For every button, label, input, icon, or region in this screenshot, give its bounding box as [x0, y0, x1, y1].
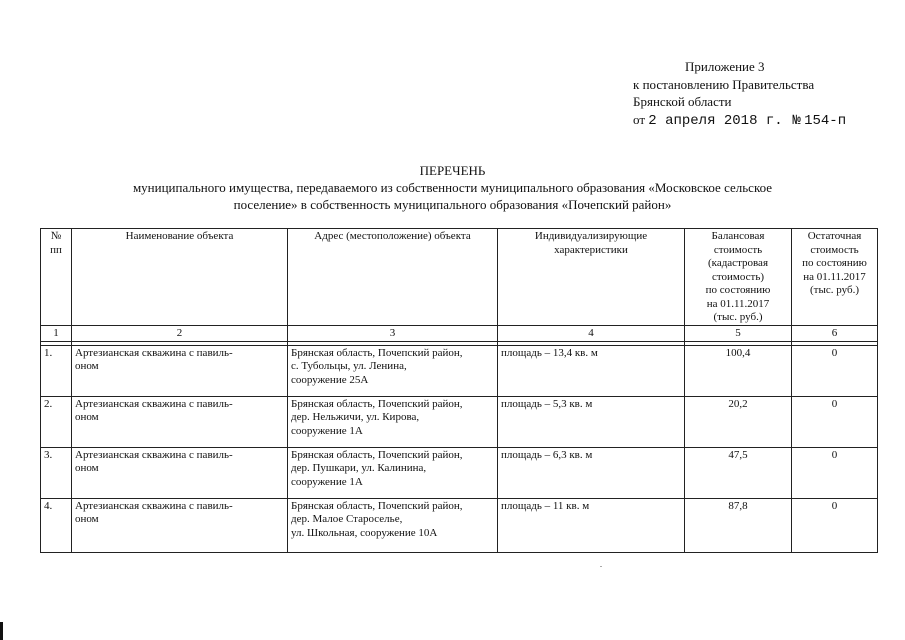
object-name: [72, 498, 288, 552]
header-row: [41, 229, 878, 326]
object-name-line: оном: [75, 513, 99, 525]
property-table: [40, 228, 878, 553]
title-line-1: муниципального имущества, передаваемого из собственности муниципального образования «Московское сельское: [132, 180, 773, 195]
balance-value: 47,5: [685, 447, 792, 498]
balance-value: 100,4: [685, 345, 792, 396]
header-residual-line: стоимость: [810, 243, 859, 256]
header-residual-line: на 01.11.2017: [803, 270, 866, 283]
scan-edge-mark: [0, 622, 3, 640]
object-name-line: Артезианская скважина с павиль-: [75, 397, 233, 410]
address-line: сооружение 1А: [291, 475, 363, 488]
index-cell: 5: [685, 325, 792, 341]
index-cell: 2: [72, 325, 288, 341]
number-value: 154-п: [804, 112, 847, 129]
header-balance-line: Балансовая: [711, 230, 765, 242]
table-row: [41, 345, 878, 396]
header-address: Адрес (местоположение) объекта: [288, 229, 498, 326]
header-residual-line: (тыс. руб.): [810, 284, 859, 296]
residual-value: 0: [792, 396, 878, 447]
header-balance-line: по состоянию: [705, 284, 771, 296]
appendix-block: [633, 58, 846, 130]
balance-value: 87,8: [685, 498, 792, 552]
address-line: Брянская область, Почепский район,: [291, 448, 463, 461]
header-num-line-1: №: [50, 230, 62, 242]
address-line: сооружение 25А: [291, 373, 369, 386]
row-number: 1.: [41, 345, 72, 396]
header-name: Наименование объекта: [72, 229, 288, 326]
row-number: 2.: [41, 396, 72, 447]
residual-value: 0: [792, 498, 878, 552]
object-name-line: оном: [75, 411, 99, 423]
address-line: дер. Пушкари, ул. Калинина,: [291, 462, 427, 474]
header-num: [41, 229, 72, 326]
header-balance-line: на 01.11.2017: [706, 297, 770, 310]
object-characteristics: площадь – 13,4 кв. м: [498, 345, 685, 396]
title-line-2: поселение» в собственность муниципального образования «Почепский район»: [233, 197, 672, 212]
object-name: [72, 396, 288, 447]
appendix-line-resolution: к постановлению Правительства: [633, 76, 815, 92]
header-balance-line: стоимость: [713, 243, 763, 256]
address-line: дер. Нельжичи, ул. Кирова,: [291, 411, 420, 423]
object-name: [72, 345, 288, 396]
address-line: Брянская область, Почепский район,: [291, 346, 463, 359]
object-characteristics: площадь – 11 кв. м: [498, 498, 685, 552]
object-name-line: Артезианская скважина с павиль-: [75, 346, 233, 359]
appendix-date-line: [633, 111, 846, 131]
address-line: Брянская область, Почепский район,: [291, 499, 463, 512]
index-cell: 1: [41, 325, 72, 341]
row-number: 3.: [41, 447, 72, 498]
title-heading: ПЕРЕЧЕНЬ: [419, 163, 486, 178]
address-line: с. Тубольцы, ул. Ленина,: [291, 360, 407, 372]
header-balance-line: (кадастровая: [707, 257, 769, 269]
header-chars-line-1: Индивидуализирующие: [534, 230, 648, 242]
appendix-title: Приложение 3: [685, 59, 765, 74]
header-characteristics: [498, 229, 685, 326]
date-value: 2 апреля 2018 г.: [648, 112, 783, 129]
table-row: [41, 396, 878, 447]
object-name: [72, 447, 288, 498]
row-number: 4.: [41, 498, 72, 552]
object-name-line: оном: [75, 462, 99, 474]
object-address: [288, 396, 498, 447]
object-characteristics: площадь – 6,3 кв. м: [498, 447, 685, 498]
table-row: [41, 498, 878, 552]
address-line: дер. Малое Староселье,: [291, 513, 403, 525]
header-residual-line: по состоянию: [802, 257, 867, 269]
object-characteristics: площадь – 5,3 кв. м: [498, 396, 685, 447]
number-prefix: №: [792, 112, 801, 129]
object-name-line: Артезианская скважина с павиль-: [75, 448, 233, 461]
document-title: [0, 162, 905, 213]
address-line: ул. Школьная, сооружение 10А: [291, 526, 438, 539]
balance-value: 20,2: [685, 396, 792, 447]
index-cell: 4: [498, 325, 685, 341]
residual-value: 0: [792, 345, 878, 396]
address-line: Брянская область, Почепский район,: [291, 397, 463, 410]
header-residual: [792, 229, 878, 326]
object-name-line: оном: [75, 360, 99, 372]
object-name-line: Артезианская скважина с павиль-: [75, 499, 233, 512]
header-num-line-2: пп: [50, 243, 62, 256]
date-prefix: от: [633, 111, 646, 127]
object-address: [288, 498, 498, 552]
address-line: сооружение 1А: [291, 424, 363, 437]
header-chars-line-2: характеристики: [554, 243, 628, 256]
object-address: [288, 447, 498, 498]
scan-speck: [600, 566, 602, 567]
header-balance-line: стоимость): [711, 270, 765, 283]
table-row: [41, 447, 878, 498]
index-cell: 3: [288, 325, 498, 341]
header-residual-line: Остаточная: [807, 230, 862, 242]
header-balance: [685, 229, 792, 326]
object-address: [288, 345, 498, 396]
residual-value: 0: [792, 447, 878, 498]
index-cell: 6: [792, 325, 878, 341]
header-balance-line: (тыс. руб.): [713, 311, 763, 323]
index-row: [41, 325, 878, 341]
appendix-line-region: Брянской области: [633, 94, 732, 109]
